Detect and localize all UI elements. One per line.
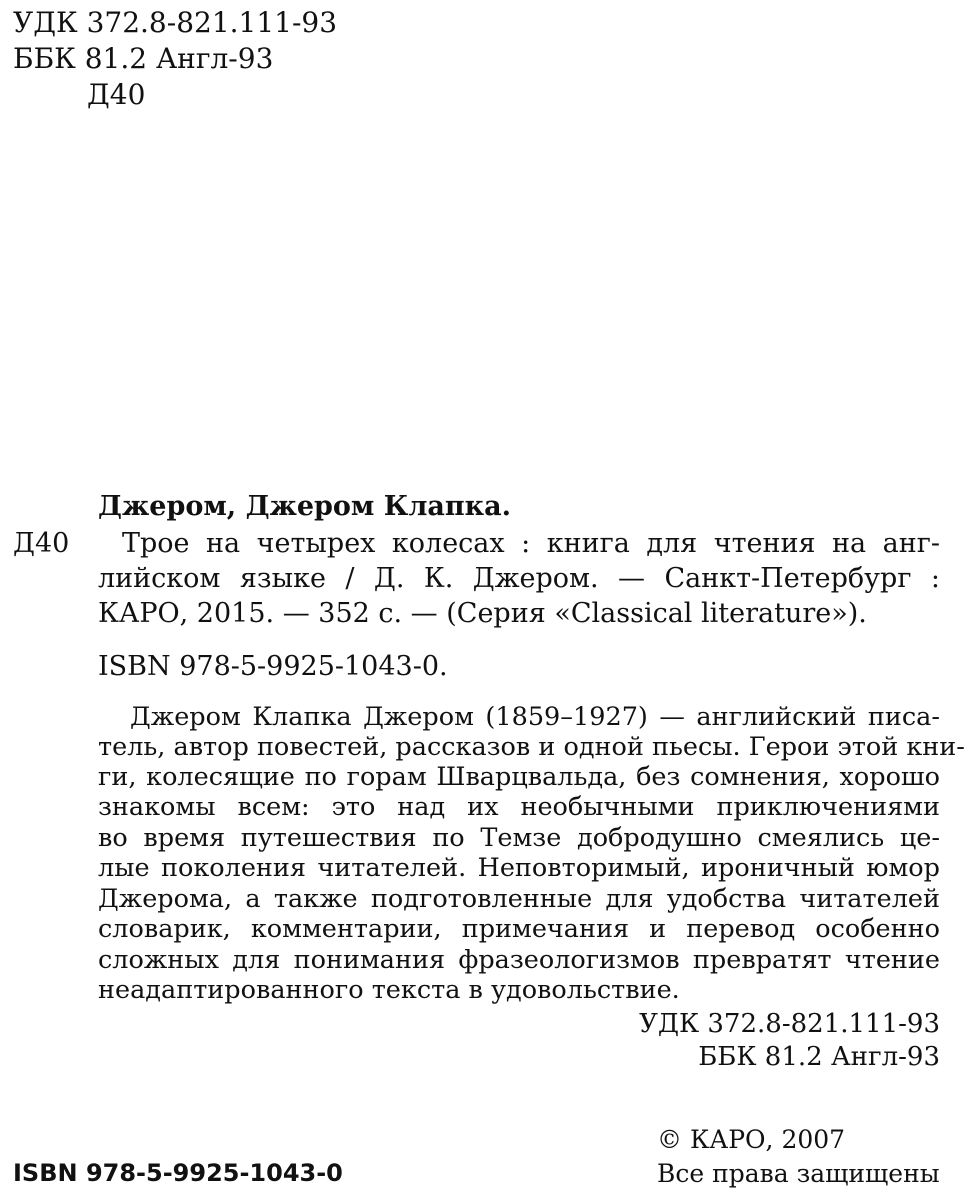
entry-isbn: ISBN 978-5-9925-1043-0. [98, 651, 448, 682]
annotation-line: лые поколения читателей. Неповторимый, ироничный юмор [98, 853, 940, 883]
annotation-line: Джерома, а также подготовленные для удобства читателей [98, 884, 940, 914]
annotation-line: знакомы всем: это над их необычными приключениями [98, 792, 940, 822]
copyright-notice: © КАРО, 2007 [657, 1125, 846, 1154]
annotation-line: во время путешествия по Темзе добродушно смеялись це- [98, 823, 940, 853]
annotation-line: словарик, комментарии, примечания и перевод особенно [98, 914, 940, 944]
rights-reserved: Все права защищены [657, 1159, 940, 1188]
footer-isbn: ISBN 978-5-9925-1043-0 [13, 1159, 343, 1187]
top-bbk-code: ББК 81.2 Англ-93 [13, 42, 274, 75]
bottom-bbk-code: ББК 81.2 Англ-93 [698, 1042, 940, 1072]
annotation-line: ги, колесящие по горам Шварцвальда, без сомнения, хорошо [98, 762, 940, 792]
bottom-udk-code: УДК 372.8-821.111-93 [639, 1009, 940, 1039]
description-line: КАРО, 2015. — 352 с. — (Серия «Classical literature»). [98, 598, 867, 629]
author-heading: Джером, Джером Клапка. [98, 491, 512, 522]
description-line: лийском языке / Д. К. Джером. — Санкт-Петербург : [98, 563, 940, 594]
annotation-line: неадаптированного текста в удовольствие. [98, 975, 680, 1005]
annotation-line: Джером Клапка Джером (1859–1927) — английский писа- [130, 702, 940, 732]
annotation-line: тель, автор повестей, рассказов и одной пьесы. Герои этой кни- [98, 732, 965, 762]
top-author-mark: Д40 [87, 78, 146, 111]
description-line: Трое на четырех колесах : книга для чтения на анг- [122, 528, 940, 559]
entry-author-mark: Д40 [13, 528, 70, 559]
top-udk-code: УДК 372.8-821.111-93 [13, 6, 338, 39]
annotation-line: сложных для понимания фразеологизмов превратят чтение [98, 945, 940, 975]
